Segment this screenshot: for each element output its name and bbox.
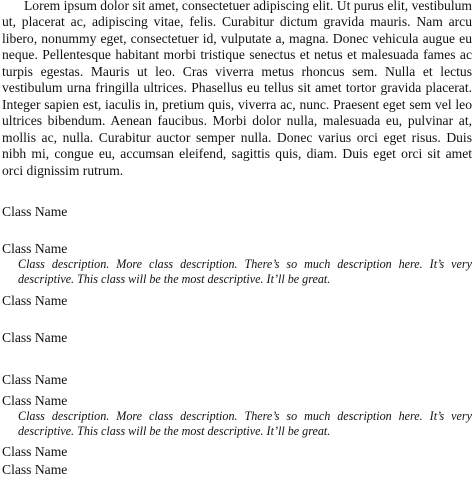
class-name: Class Name bbox=[2, 204, 68, 219]
class-name: Class Name bbox=[2, 462, 68, 477]
class-name: Class Name bbox=[2, 444, 68, 459]
class-description: Class description. More class description. There’s so much description here. It’s very descriptive. This class will be the most descriptive. It’ll be great. bbox=[18, 409, 472, 438]
class-entry bbox=[2, 444, 472, 460]
class-entry bbox=[2, 330, 472, 346]
class-entry bbox=[2, 204, 472, 220]
class-entry bbox=[2, 372, 472, 388]
body-paragraph: Lorem ipsum dolor sit amet, consectetuer adipiscing elit. Ut purus elit, vestibulum ut, placerat ac, adipiscing vitae, felis. Curabitur dictum gravida mauris. Nam arcu libero, nonummy eget, consectetuer id, vulputate a, magna. Donec vehicula augue eu neque. Pellentesque habitant morbi tristique senectus et netus et malesuada fames ac turpis egestas. Mauris ut leo. Cras viverra metus rhoncus sem. Nulla et lectus vestibulum urna fringilla ultrices. Phasellus eu tellus sit amet tortor gravida placerat. Integer sapien est, iaculis in, pretium quis, viverra ac, nunc. Praesent eget sem vel leo ultrices bibendum. Aenean faucibus. Morbi dolor nulla, malesuada eu, pulvinar at, mollis ac, nulla. Curabitur auctor semper nulla. Donec varius orci eget risus. Duis nibh mi, congue eu, accumsan eleifend, sagittis quis, diam. Duis eget orci sit amet orci dignissim rutrum. bbox=[2, 0, 472, 178]
class-description: Class description. More class description. There’s so much description here. It’s very descriptive. This class will be the most descriptive. It’ll be great. bbox=[18, 257, 472, 286]
class-name: Class Name bbox=[2, 330, 68, 345]
class-name: Class Name bbox=[2, 372, 68, 387]
class-entry bbox=[2, 393, 472, 438]
class-name: Class Name bbox=[2, 241, 68, 256]
class-name: Class Name bbox=[2, 393, 68, 408]
class-entry bbox=[2, 462, 472, 478]
class-entry bbox=[2, 293, 472, 309]
class-entry bbox=[2, 241, 472, 286]
class-name: Class Name bbox=[2, 293, 68, 308]
